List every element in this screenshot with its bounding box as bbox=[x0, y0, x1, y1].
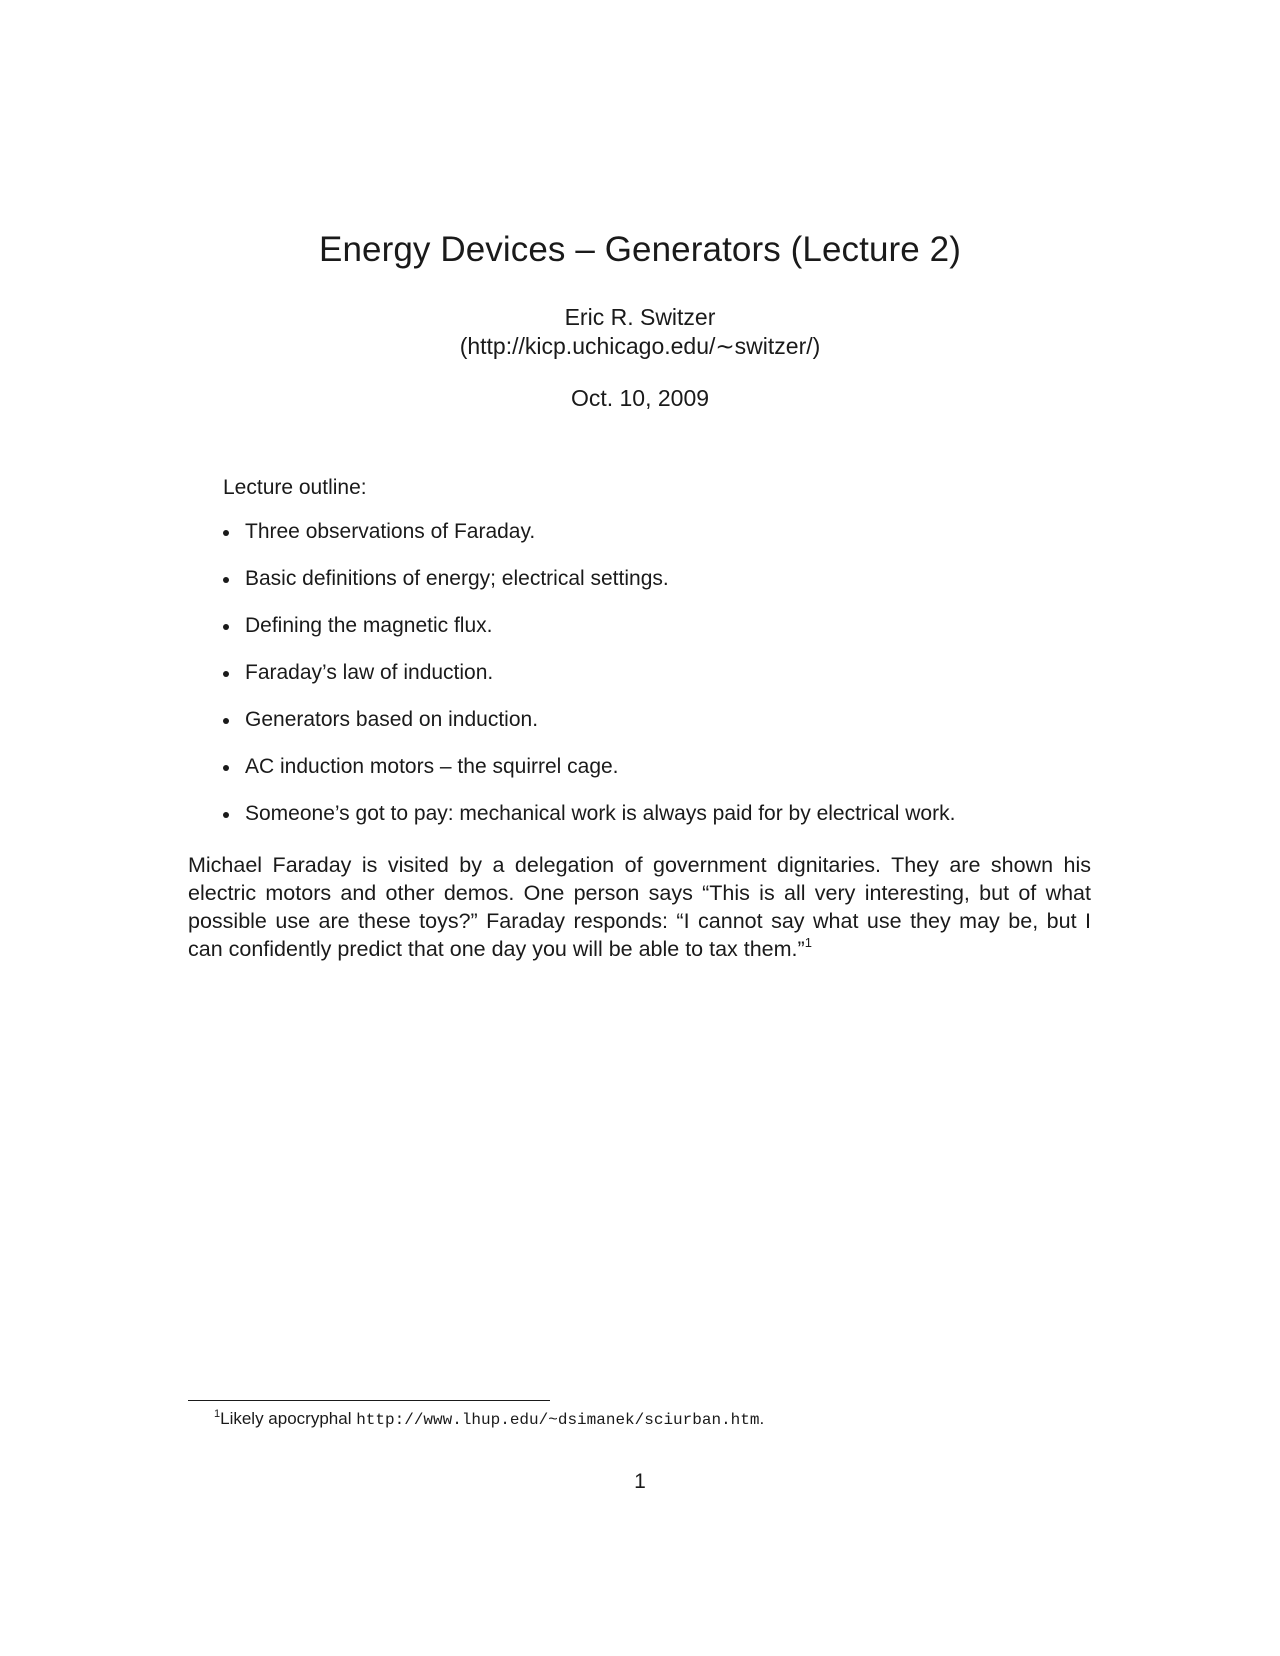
list-item-text: Someone’s got to pay: mechanical work is always paid for by electrical work. bbox=[245, 802, 956, 825]
document-title: Energy Devices – Generators (Lecture 2) bbox=[319, 230, 961, 269]
list-item bbox=[223, 753, 1123, 800]
paragraph-text: Michael Faraday is visited by a delegation of government dignitaries. They are shown his electric motors and other demos. One person says “This is all very interesting, but of what possible use are these toys?” Faraday responds: “I cannot say what use they may be, but I can confidently predict that one day you will be able to tax them.” bbox=[188, 853, 1091, 961]
bullet-icon bbox=[223, 577, 229, 583]
bullet-icon bbox=[223, 812, 229, 818]
bullet-icon bbox=[223, 765, 229, 771]
list-item bbox=[223, 612, 1123, 659]
body-paragraph bbox=[188, 851, 1091, 963]
bullet-icon bbox=[223, 530, 229, 536]
page-number: 1 bbox=[634, 1470, 646, 1493]
list-item-text: Basic definitions of energy; electrical settings. bbox=[245, 567, 669, 590]
list-item-text: Three observations of Faraday. bbox=[245, 520, 536, 543]
outline-heading: Lecture outline: bbox=[223, 476, 367, 499]
document-date: Oct. 10, 2009 bbox=[570, 385, 710, 411]
list-item bbox=[223, 518, 1123, 565]
bullet-icon bbox=[223, 624, 229, 630]
bullet-icon bbox=[223, 718, 229, 724]
list-item bbox=[223, 706, 1123, 753]
list-item-text: Defining the magnetic flux. bbox=[245, 614, 493, 637]
list-item bbox=[223, 800, 1123, 847]
list-item-text: Generators based on induction. bbox=[245, 708, 539, 731]
list-item bbox=[223, 659, 1123, 706]
bullet-icon bbox=[223, 671, 229, 677]
list-item bbox=[223, 565, 1123, 612]
footnote-mark: 1 bbox=[214, 1408, 221, 1420]
footnote-reference[interactable]: 1 bbox=[804, 935, 812, 950]
footnote-url[interactable]: http://www.lhup.edu/~dsimanek/sciurban.htm bbox=[356, 1411, 760, 1429]
footnote-trailing: . bbox=[759, 1409, 765, 1428]
outline-list bbox=[223, 518, 1123, 847]
list-item-text: Faraday’s law of induction. bbox=[245, 661, 494, 684]
list-item-text: AC induction motors – the squirrel cage. bbox=[245, 755, 619, 778]
author-name: Eric R. Switzer bbox=[564, 304, 716, 330]
author-url: (http://kicp.uchicago.edu/∼switzer/) bbox=[459, 333, 821, 359]
footnote bbox=[214, 1408, 764, 1431]
footnote-text: Likely apocryphal bbox=[220, 1409, 357, 1428]
footnote-divider bbox=[188, 1400, 550, 1401]
